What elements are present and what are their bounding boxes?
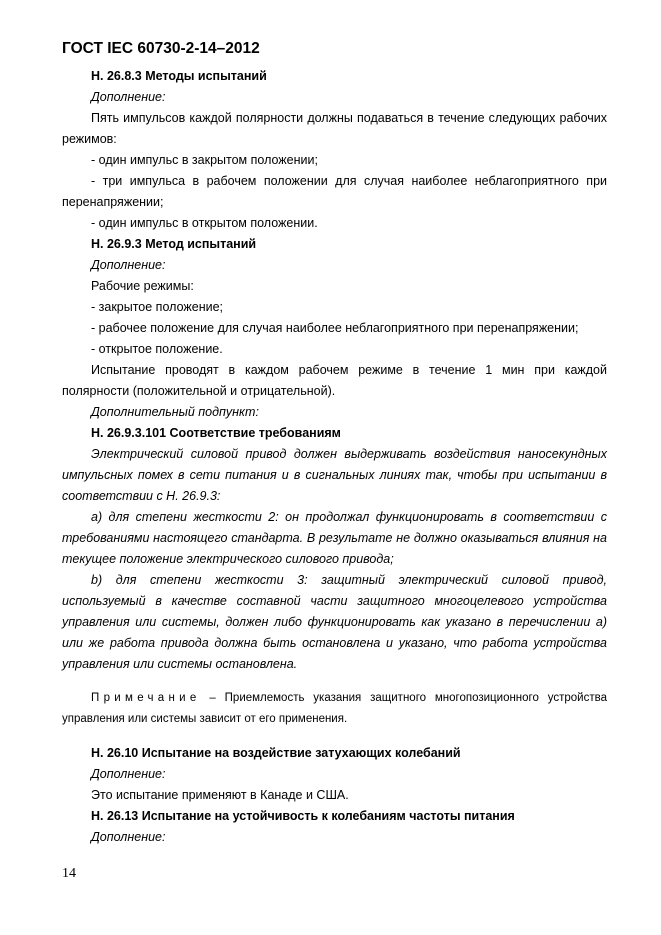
body-paragraph: Пять импульсов каждой полярности должны подаваться в течение следующих рабочих режимов:	[62, 111, 607, 146]
list-item: - открытое положение.	[91, 342, 223, 356]
page-body	[62, 66, 607, 848]
body-paragraph: Электрический силовой привод должен выдерживать воздействия наносекундных импульсных помех в сети питания и в сигнальных линиях так, чтобы при испытании в соответствии с Н. 26.9.3:	[62, 447, 607, 503]
list-item: - три импульса в рабочем положении для случая наиболее неблагоприятного при перенапряжении;	[62, 174, 607, 209]
body-paragraph: Это испытание применяют в Канаде и США.	[91, 788, 349, 802]
list-item: b) для степени жесткости 3: защитный электрический силовой привод, используемый в качестве составной части защитного многоцелевого устройства управления или системы, должен либо функционировать как указано в перечислении a) или же работа привода должна быть остановлена и указано, что работа устройства управления или системы остановлена.	[62, 573, 607, 671]
list-item: - один импульс в открытом положении.	[91, 216, 318, 230]
addition-label: Дополнение:	[91, 258, 166, 272]
list-item: a) для степени жесткости 2: он продолжал функционировать в соответствии с требованиями настоящего стандарта. В результате не должно оказываться влияния на текущее положение электрического силового привода;	[62, 510, 607, 566]
list-item: - закрытое положение;	[91, 300, 224, 314]
note	[62, 688, 607, 730]
additional-subclause-label: Дополнительный подпункт:	[91, 405, 259, 419]
body-paragraph: Рабочие режимы:	[91, 279, 194, 293]
section-heading: Н. 26.9.3.101 Соответствие требованиям	[91, 426, 341, 440]
section-heading: Н. 26.13 Испытание на устойчивость к колебаниям частоты питания	[91, 809, 515, 823]
body-paragraph: Испытание проводят в каждом рабочем режиме в течение 1 мин при каждой полярности (положительной и отрицательной).	[62, 363, 607, 398]
list-item: - рабочее положение для случая наиболее неблагоприятного при перенапряжении;	[91, 321, 579, 335]
list-item: - один импульс в закрытом положении;	[91, 153, 318, 167]
addition-label: Дополнение:	[91, 767, 166, 781]
section-heading: Н. 26.9.3 Метод испытаний	[91, 237, 257, 251]
section-heading: Н. 26.8.3 Методы испытаний	[91, 69, 267, 83]
addition-label: Дополнение:	[91, 90, 166, 104]
note-text: – Приемлемость указания защитного многопозиционного устройства управления или системы зависит от его применения.	[62, 692, 607, 725]
note-label: Примечание	[91, 692, 201, 704]
addition-label: Дополнение:	[91, 830, 166, 844]
document-header: ГОСТ IEC 60730-2-14–2012	[62, 40, 260, 57]
page-number: 14	[62, 866, 76, 881]
section-heading: Н. 26.10 Испытание на воздействие затухающих колебаний	[91, 746, 461, 760]
